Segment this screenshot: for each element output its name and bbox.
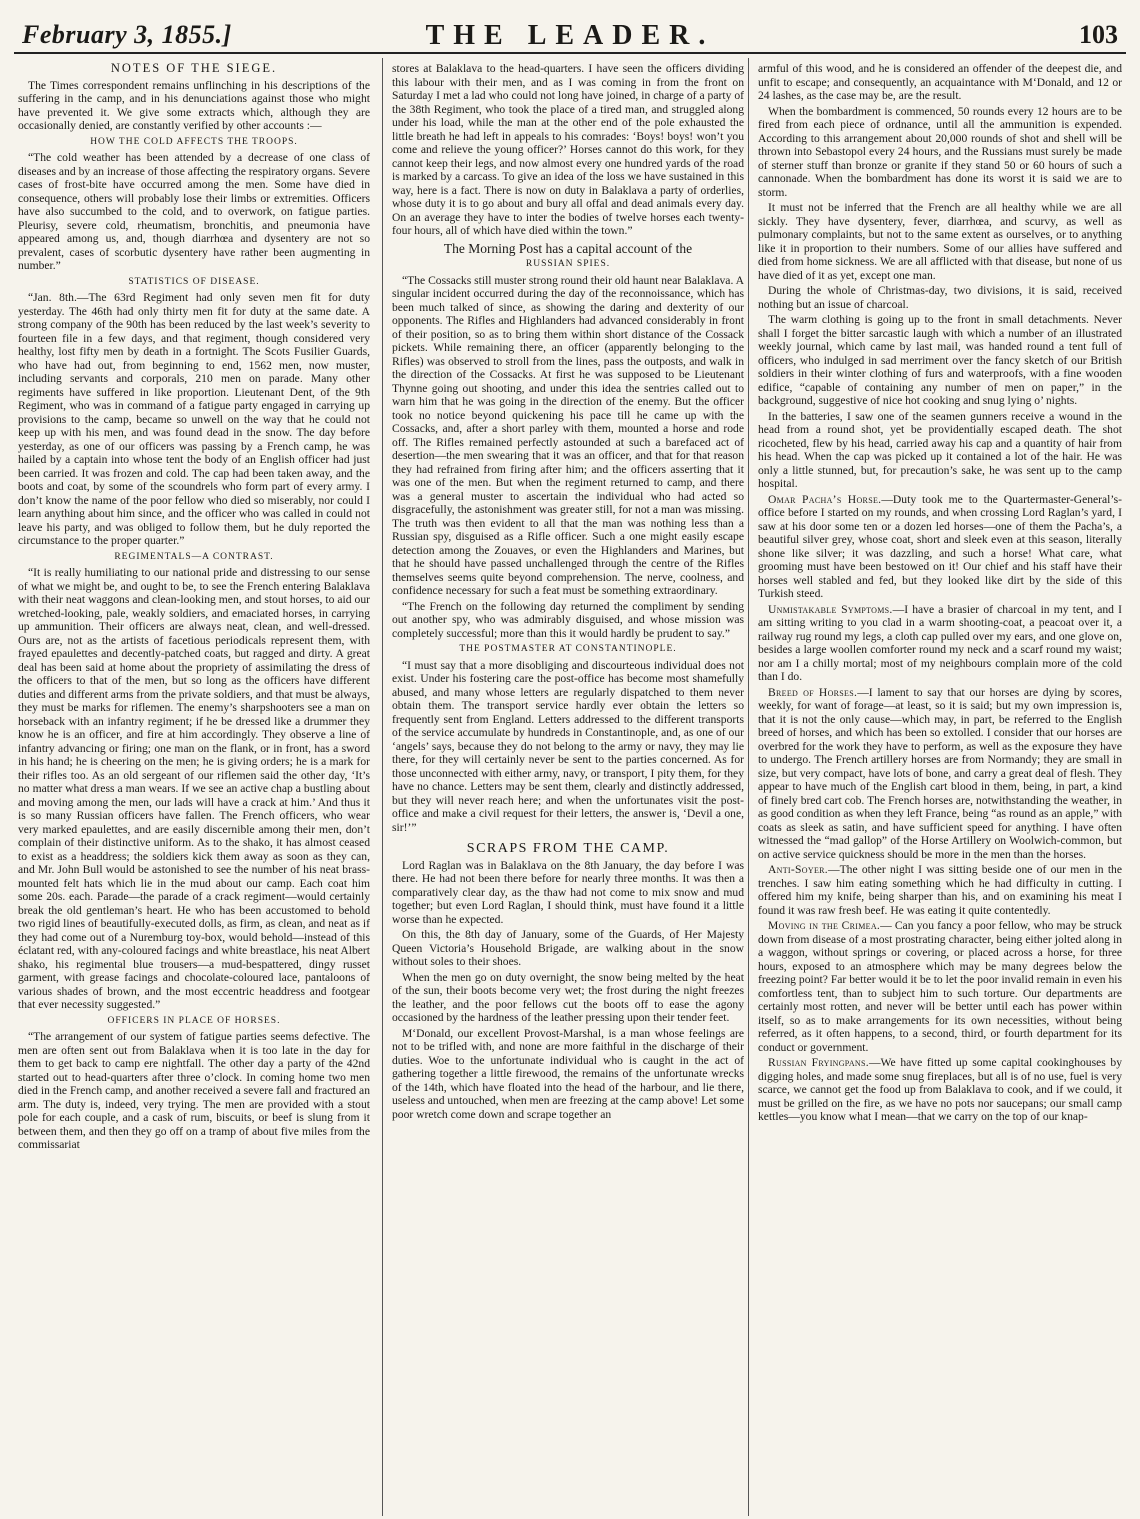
article-paragraph: When the men go on duty overnight, the snow being melted by the heat of the sun, their boots become very wet; the frost during the night freezes the leather, and the poor fellows cut the boots off to ease the agony occasioned by the hardness of the leather pressing upon their tender feet. [392, 970, 744, 1024]
article-paragraph: In the batteries, I saw one of the seamen gunners receive a wound in the head from a round shot, yet be providentially escaped death. The shot ricocheted, flew by his head, carried away his cap and a quantity of hair from his head. When the cap was picked up it contained a lot of the hair. He was only a little stunned, but, for precaution’s sake, he was sent up to the camp hospital. [758, 409, 1122, 490]
article-paragraph: “The arrangement of our system of fatigue parties seems defective. The men are often sent out from Balaklava when it is too late in the day for them to get back to camp ere nightfall. The other day a party of the 42nd started out to head-quarters after three o’clock. In coming home two men died in the French camp, and another received a severe fall and fractured an arm. The duty is, indeed, very trying. The men are provided with a stout pole for each couple, and a cask of rum, biscuits, or beef is slung from it between them, and then they go off on a tramp of about five miles from the commissariat [18, 1030, 370, 1151]
article-paragraph [758, 919, 1122, 1054]
article-paragraph: “The Cossacks still muster strong round their old haunt near Balaklava. A singular incident occurred during the day of the reconnoissance, which has been much talked of since, as showing the daring and dexterity of our opponents. The Rifles and Highlanders had advanced considerably in front of their position, so as to bring them within short distance of the Cossack pickets. While remaining there, an officer (apparently belonging to the Rifles) was observed to stroll from the lines, pass the outposts, and walk in the direction of the Cossacks. At first he was supposed to be Lieutenant Thynne going out shooting, and under this idea the sentries called out to warn him that he was going in the direction of the enemy. But the officer took no notice beyond quickening his pace till he came up with the Cossacks, and, after a short parley with them, mounted a horse and rode off. The Rifles remained perfectly astounded at such a barefaced act of desertion—the men swearing that it was an officer, and that for that reason they had refrained from firing after him; and the officers asserting that it was one of the men. But when the regiment returned to camp, and there was a general muster to ascertain the individual who had acted so disgracefully, the astonishment was greater still, for not a man was missing. The truth was then evident to all that the man was nothing less than a Russian spy, disguised as a Rifle officer. Such a one might easily escape detection among the Zouaves, or even the Highlanders and Marines, but that he should have passed unchallenged through the centre of the Rifles themselves seems quite beyond comprehension. The nerve, coolness, and confidence necessary for such a feat must be something extraordinary. [392, 273, 744, 597]
column-divider [382, 58, 383, 1516]
paragraph-heading: Omar Pacha’s Horse. [768, 492, 882, 506]
article-title-scraps-from-the-camp: SCRAPS FROM THE CAMP. [466, 841, 670, 856]
article-paragraph [758, 863, 1122, 917]
article-intro: The Morning Post has a capital account of the [443, 240, 693, 256]
paragraph-heading: Moving in the Crimea. [768, 919, 881, 932]
paragraph-body: —The other night I was sitting beside one of our men in the trenches. I saw him eating something which he had difficulty in cutting. I offered him my knife, being sharper than his, and on examining his meat I found it was raw fresh beef. He was eating it quite contentedly. [758, 863, 1122, 917]
paragraph-body: — Can you fancy a poor fellow, who may be struck down from disease of a most prostrating character, being either jolted along in a waggon, without springs or covering, or placed across a horse, for three hours, exposed to an atmosphere which may be many degrees below the freezing point? Far better would it be to let the poor invalid remain in even his comfortless tent, than to subject him to such torture. Our departments are certainly most rotten, and never will be better until each has power within itself, so as to make arrangements for its own necessities, without being referred, as it often happens, to a second, third, or fourth department for its conduct or government. [758, 919, 1122, 1054]
subheading: STATISTICS OF DISEASE. [128, 276, 260, 287]
masthead-rule [14, 52, 1126, 54]
column-3 [758, 62, 1122, 1510]
article-paragraph: “Jan. 8th.—The 63rd Regiment had only seven men fit for duty yesterday. The 46th had only thirty men fit for duty at the same date. A strong company of the 90th has been reduced by the last week’s severity to fourteen file in a few days, and that regiment, though considered very healthy, lost fifty men by death in a fortnight. The Scots Fusilier Guards, who have had out, from beginning to end, 1562 men, now muster, including servants and corporals, 210 men on parade. Many other regiments have suffered in like proportion. Lieutenant Dent, of the 9th Regiment, who was in command of a fatigue party engaged in carrying up provisions to the camp, became so unwell on the way that he could not keep up with his men, and was found dead in the snow. The day before yesterday, as one of our officers was passing by a French camp, he was hailed by a captain into whose tent the body of an English officer had just been carried. It was frozen and cold. The cap had been taken away, and the boots and coat, by some of the scoundrels who form part of every army. I don’t know the name of the poor fellow who died so miserably, nor could I learn anything about him since, and the officer who was called in could not leave his party, and was obliged to follow them, but he duly reported the circumstance to the proper quarter.” [18, 291, 370, 547]
paragraph-body: —I lament to say that our horses are dying by scores, weekly, for want of forage—at least, so it is said; but my own impression is, that it is not the only cause—which may, in part, be referred to the English breed of horses, and which has been so extolled. I consider that our horses are overbred for the work they have to perform, as well as the exposure they have to undergo. The French artillery horses are from Normandy; they are small in size, but very compact, have lots of bone, and carry a great deal of flesh. They appear to have much of the English cart blood in them, being, in part, a kind of finely bred cart cob. The French horses are, notwithstanding the weather, in as good condition as when they left France, being “as round as an apple,” with coats as sleek as satin, and have sufficient speed for anything. I have often witnessed the “mad gallop” of the Horse Artillery on Woolwich-common, but on active service quickness should be more in the men than the horses. [758, 685, 1122, 861]
article-paragraph: Lord Raglan was in Balaklava on the 8th January, the day before I was there. He had not been there before for nearly three months. It was then a comparatively clear day, as the thaw had not come to mix snow and mud together; but even Lord Raglan, I should think, must have found it a little worse than he expected. [392, 858, 744, 926]
article-paragraph: stores at Balaklava to the head-quarters. I have seen the officers dividing this labour with their men, and as I was coming in from the front on Saturday I met a lad who could not long have joined, in charge of a party of the 38th Regiment, who took the place of a tired man, and struggled along under his load, while the man at the other end of the pole exhausted the little breath he had left in appeals to his comrades: ‘Boys! boys! won’t you come and relieve the young officer?’ Horses cannot do this work, for they cannot keep their legs, and now almost every one hundred yards of the road is marked by a carcass. To give an idea of the loss we have sustained in this way, here is a fact. There is now on duty in Balaklava a party of orderlies, whose duty it is to go about and bury all offal and dead animals every day. On an average they have to inter the bodies of twelve horses each twenty-four hours, all of which have died within the town.” [392, 62, 744, 237]
paragraph-body: —Duty took me to the Quartermaster-General’s-office before I started on my rounds, and when crossing Lord Raglan’s yard, I saw at his door some ten or a dozen led horses—one of them the Pacha’s, a beautiful silver grey, whose coat, short and sleek even at this season, literally shone like silver; it was dazzling, and such a horse! What care, what grooming must have been bestowed on it! Our chief and his staff have their horses well stabled and fed, but they looked like dirt by the side of this Turkish steed. [758, 492, 1122, 600]
article-paragraph: It must not be inferred that the French are all healthy while we are all sickly. They have dysentery, fever, diarrhœa, and scurvy, as well as pulmonary complaints, but not to the same extent as ourselves, or to anything like it in proportion to their numbers. Some of our allies have suffered and died from home sickness. We are all afflicted with that disease, but none of us have died of it as yet, except one man. [758, 201, 1122, 282]
paragraph-body: —We have fitted up some capital cookinghouses by digging holes, and made some snug fireplaces, but all is of no use, fuel is very scarce, we cannot get the food up from Balaklava to cook, and if we could, it must be grilled on the fire, as we have no pots nor saucepans; our small camp kettles—you know what I mean—that we carry on the top of our knap- [758, 1056, 1122, 1123]
article-paragraph: When the bombardment is commenced, 50 rounds every 12 hours are to be fired from each piece of ordnance, until all the ammunition is expended. According to this arrangement about 20,000 rounds of shot and shell will be thrown into Sebastopol every 24 hours, and the Russians must surely be made of sterner stuff than bronze or granite if they stand 50 or 60 hours of such a cannonade. When the bombardment has done its worst it is said we are to storm. [758, 104, 1122, 199]
article-paragraph: “The French on the following day returned the compliment by sending out another spy, who was admirably disguised, and whose mission was completely successful; more than this it would hardly be prudent to say.” [392, 599, 744, 640]
article-paragraph: “It is really humiliating to our national pride and distressing to our sense of what we might be, and ought to be, to see the French entering Balaklava with their neat waggons and clean-looking men, and stout horses, to aid our wretched-looking, pale, weakly soldiers, and emaciated horses, in carrying up ammunition. Their officers are always neat, clean, and well-dressed. Ours are, not as the artists of facetious periodicals represent them, with frayed epaulettes and decently-patched coats, but ragged and dirty. A great deal has been said at home about the propriety of assimilating the dress of the officers to that of the men, but so long as the officers have different duties and different arms from the private soldiers, and that must be always, they must be marks for riflemen. The enemy’s sharpshooters see a man on horseback with an infantry regiment; if he be dressed like a drummer they know he is an officer, and fire at him accordingly. They observe a line of infantry advancing or firing; one man on the flank, or in front, has a sword in his hand; he is cheering on the men; he is giving orders; he is a mark for their rifles too. As an old sergeant of our riflemen said the other day, ‘It’s no matter what dress a man wears. If we see an active chap a bustling about and moving among the men, our lads will have a crack at him.’ And thus it is so many Russian officers have fallen. The French officers, who wear very marked epaulettes, and are easily discernible among their men, don’t complain of their distinctive uniform. As to the shako, it has almost ceased to exist as a headdress; the soldiers kick them away as soon as they can, and Mr. John Bull would be astonished to see the number of his neat brass-mounted felt hats which lie in the mud about our camp. Each coat him some 20s. each. Parade—the parade of a crack regiment—would certainly break the old gentleman’s heart. He who has been accustomed to behold two rigid lines of beautifully-executed dolls, as firm, as clean, and neat as if they had come out of a Nuremburg toy-box, would behold—instead of this éclatant red, with any-coloured facings and white breastlace, his neat Albert shako, his regimental blue trousers—a mud-bespattered, dingy russet garment, with grease facings and chocolate-coloured lace, pantaloons of various shades of brown, and the most eccentric headdress and footgear that ever necessity suggested.” [18, 566, 370, 1011]
article-paragraph: On this, the 8th day of January, some of the Guards, of Her Majesty Queen Victoria’s Household Brigade, are walking about in the snow without soles to their shoes. [392, 928, 744, 968]
subheading: THE POSTMASTER AT CONSTANTINOPLE. [459, 644, 677, 654]
article-paragraph [758, 603, 1122, 684]
article-paragraph: During the whole of Christmas-day, two divisions, it is said, received nothing but an issue of charcoal. [758, 284, 1122, 311]
article-paragraph: The warm clothing is going up to the front in small detachments. Never shall I forget the bitter sarcastic laugh with which a number of an illustrated weekly journal, which came by last mail, was handed round a tent full of officers, who indulged in sad merriment over the fancy sketch of our British soldiers in their winter clothing of furs and waterproofs, with a fine wooden edifice, “capable of containing any number of men on paper,” in the background, suggestive of nice hot cooking and snug lying o’ nights. [758, 313, 1122, 407]
newspaper-title: THE LEADER. [425, 20, 715, 51]
article-paragraph: “I must say that a more disobliging and discourteous individual does not exist. Under his fostering care the post-office has become most shamefully abused, and many whose letters are regularly dispatched to them never obtain them. The transport service hardly ever obtain the letters so frequently sent from England. Letters addressed to the different transports of the service accumulate by hundreds in Constantinople, and, as one of our ‘angels’ says, because they do not belong to the army or navy, they may lie there, for they will certainly never be sent to the parties concerned. As for those unconnected with either army, navy, or transport, I pity them, for they have no chance. Letters may be sent them, clearly and distinctly addressed, but they will never reach here; and when the unfortunates visit the post-office and make a civil request for their letters, the answer is, ‘Devil a one, sir!’” [392, 658, 744, 834]
article-paragraph: M‘Donald, our excellent Provost-Marshal, is a man whose feelings are not to be trifled with, and none are more faithful in the discharge of their duties. Woe to the unfortunate individual who is caught in the act of gathering together a little firewood, the remains of the unfortunate wrecks of the 14th, which have floated into the head of the harbour, and lie there, useless and untouched, when men are freezing at the camp above! Let some poor wretch come down and scrape together an [392, 1026, 744, 1121]
article-paragraph: “The cold weather has been attended by a decrease of one class of diseases and by an increase of those affecting the respiratory organs. Severe cases of frost-bite have occurred among the men. Some have died in consequence, others will probably lose their limbs or extremities. Officers have also succumbed to the cold, and to overwork, on fatigue parties. Pleurisy, severe cold, rheumatism, bronchitis, and pneumonia have appeared among us, and, though diarrhœa and dysentery are not so prevalent, cases of scorbutic dysentery have rather been augmenting in number.” [18, 151, 370, 272]
article-intro: The Times correspondent remains unflinching in his descriptions of the suffering in the camp, and in his denunciations against those who might have prevented it. We give some extracts which, although they are occasionally denied, are constantly verified by other accounts :— [18, 78, 370, 132]
column-2 [392, 62, 744, 1510]
paragraph-body: —I have a brasier of charcoal in my tent, and I am sitting writing to you clad in a warm shooting-coat, a peacoat over it, a railway rug round my legs, a cloth cap pulled over my ears, and one glove on, besides a large woollen comforter round my neck and a scarf round my waist; nor am I a chilly mortal; most of my neighbours complain more of the cold than I do. [758, 602, 1122, 683]
paragraph-heading: Breed of Horses. [768, 685, 858, 699]
column-divider [748, 58, 749, 1516]
paragraph-heading: Russian Fryingpans. [768, 1056, 869, 1069]
article-paragraph [758, 1056, 1122, 1124]
subheading: OFFICERS IN PLACE OF HORSES. [107, 1015, 281, 1026]
subheading: HOW THE COLD AFFECTS THE TROOPS. [90, 136, 298, 147]
article-paragraph [758, 493, 1122, 601]
subheading: RUSSIAN SPIES. [525, 259, 611, 269]
page-number: 103 [1079, 20, 1118, 49]
paragraph-heading: Unmistakable Symptoms. [768, 602, 893, 616]
article-title-notes-of-the-siege: NOTES OF THE SIEGE. [110, 62, 278, 75]
article-paragraph: armful of this wood, and he is considered an offender of the deepest die, and unfit to escape; and consequently, an acquaintance with M‘Donald, and 12 or 24 lashes, as the case may be, are the result. [758, 62, 1122, 102]
masthead [14, 6, 1126, 52]
column-1 [18, 62, 370, 1510]
issue-date: February 3, 1855.] [22, 20, 232, 49]
subheading: REGIMENTALS—A CONTRAST. [114, 551, 274, 562]
paragraph-heading: Anti-Soyer. [768, 863, 828, 876]
article-paragraph [758, 686, 1122, 862]
